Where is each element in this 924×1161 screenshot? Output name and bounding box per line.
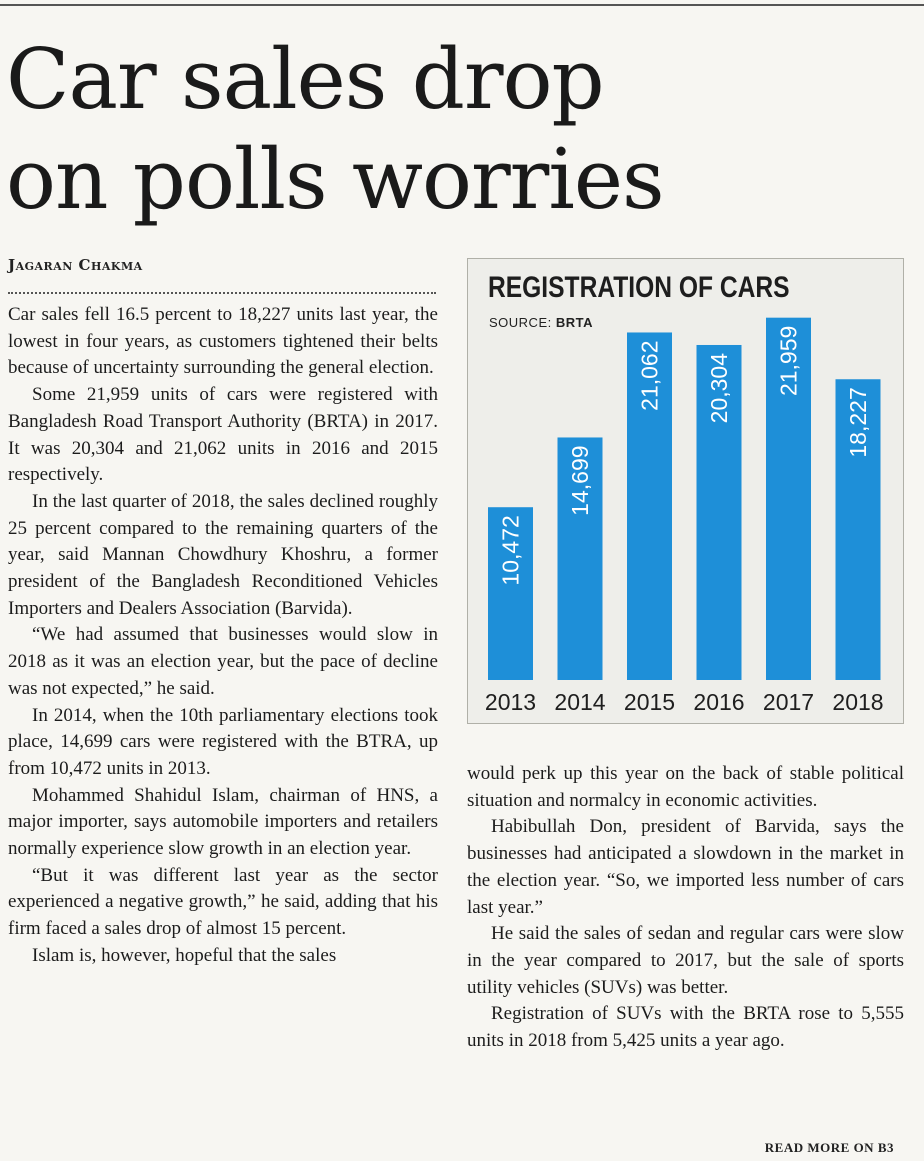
paragraph: Mohammed Shahidul Islam, chairman of HNS, a major importer, says automobile importers and retailers normally experience slow growth in an election year. xyxy=(8,784,438,860)
bar-value-label: 21,959 xyxy=(775,325,802,397)
paragraph: He said the sales of sedan and regular cars were slow in the year compared to 2017, but the sale of sports utility vehicles (SUVs) was better. xyxy=(467,923,904,998)
bar-chart-svg xyxy=(468,259,905,725)
x-tick-label: 2014 xyxy=(554,689,606,715)
chart-source-name: BRTA xyxy=(555,315,593,330)
headline-line-1: Car sales drop xyxy=(6,31,604,128)
paragraph: “We had assumed that businesses would slow in 2018 as it was an election year, but the pace of decline was not expected,” he said. xyxy=(8,624,438,699)
x-tick-label: 2017 xyxy=(762,689,815,715)
paragraph: In the last quarter of 2018, the sales declined roughly 25 percent compared to the remaining quarters of the year, said Mannan Chowdhury Khoshru, a former president of the Bangladesh Reconditioned Vehicles Importers and Dealers Association (Barvida). xyxy=(8,490,438,619)
article-column-1 xyxy=(8,302,438,970)
bar-value-label: 20,304 xyxy=(706,352,732,424)
byline-divider xyxy=(8,292,436,294)
bar-value-label: 21,062 xyxy=(636,340,663,411)
x-tick-label: 2016 xyxy=(693,689,745,715)
paragraph: In 2014, when the 10th parliamentary elections took place, 14,699 cars were registered with the BTRA, up from 10,472 units in 2013. xyxy=(8,704,438,779)
headline-line-2: on polls worries xyxy=(6,131,664,228)
chart-title: REGISTRATION OF CARS xyxy=(488,271,790,304)
bar-value-label: 18,227 xyxy=(845,387,871,458)
top-rule xyxy=(0,4,924,6)
paragraph: Habibullah Don, president of Barvida, says the businesses had anticipated a slowdown in the market in the election year. “So, we imported less number of cars last year.” xyxy=(467,816,904,918)
paragraph: “But it was different last year as the sector experienced a negative growth,” he said, adding that his firm faced a sales drop of almost 15 percent. xyxy=(8,864,438,940)
read-more-link[interactable]: READ MORE ON B3 xyxy=(764,1140,894,1155)
paragraph: Car sales fell 16.5 percent to 18,227 units last year, the lowest in four years, as customers tightened their belts because of uncertainty surrounding the general election. xyxy=(8,304,438,379)
registration-chart xyxy=(467,258,904,724)
paragraph: Islam is, however, hopeful that the sales xyxy=(32,944,337,966)
x-tick-label: 2018 xyxy=(832,689,884,715)
bar-value-label: 14,699 xyxy=(567,445,593,516)
byline: Jagaran Chakma xyxy=(8,256,143,274)
paragraph: Some 21,959 units of cars were registered with Bangladesh Road Transport Authority (BRTA) in 2017. It was 20,304 and 21,062 units in 2016 and 2015 respectively. xyxy=(8,384,438,486)
paragraph: would perk up this year on the back of stable political situation and normalcy in economic activities. xyxy=(467,763,904,811)
headline xyxy=(6,30,906,230)
article-column-2 xyxy=(467,761,904,1055)
x-tick-label: 2015 xyxy=(623,689,676,715)
paragraph: Registration of SUVs with the BRTA rose to 5,555 units in 2018 from 5,425 units a year ago. xyxy=(467,1003,904,1052)
chart-source-label: SOURCE: xyxy=(489,315,552,330)
bar-value-label: 10,472 xyxy=(497,515,524,586)
x-tick-label: 2013 xyxy=(484,689,537,715)
